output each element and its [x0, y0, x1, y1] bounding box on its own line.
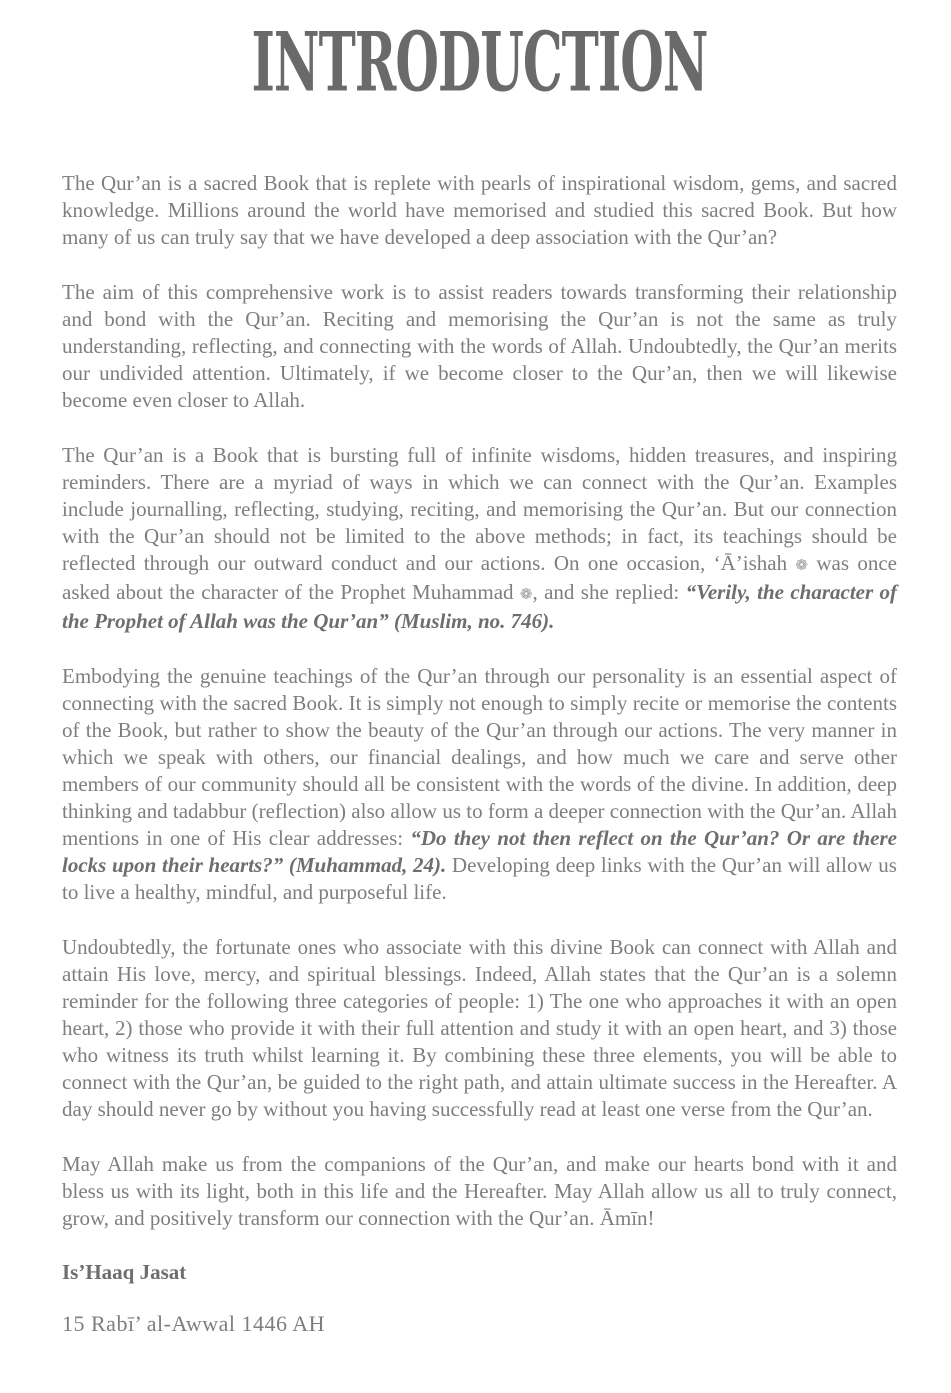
body-text: Developing deep links with the Qur’an will allow us to live a healthy, mindful, and purposeful life.	[62, 853, 897, 904]
paragraph	[62, 934, 897, 1123]
body-text: May Allah make us from the companions of the Qur’an, and make our hearts bond with it and bless us with its light, both in this life and the Hereafter. May Allah allow us all to truly connect, grow, and positively transform our connection with the Qur’an. Āmīn!	[62, 1152, 897, 1230]
body-text: was once asked about the character of the Prophet Muhammad	[62, 551, 897, 604]
body-text: The Qur’an is a sacred Book that is replete with pearls of inspirational wisdom, gems, and sacred knowledge. Millions around the world have memorised and studied this sacred Book. But how many of us can truly say that we have developed a deep association with the Qur’an?	[62, 171, 897, 249]
quote-text: “Do they not then reflect on the Qur’an? Or are there locks upon their hearts?” (Muhammad, 24).	[62, 826, 897, 877]
page-title	[62, 14, 897, 118]
honorific-sallallahu-alayhi-wasallam-icon: ❁	[519, 585, 533, 603]
page-title-text: INTRODUCTION	[251, 14, 708, 110]
body-text: , and she replied:	[532, 580, 686, 604]
paragraph	[62, 170, 897, 251]
paragraph	[62, 442, 897, 635]
body-text: The Qur’an is a Book that is bursting full of infinite wisdoms, hidden treasures, and inspiring reminders. There are a myriad of ways in which we can connect with the Qur’an. Examples include journalling, reflecting, studying, reciting, and memorising the Qur’an. But our connection with the Qur’an should not be limited to the above methods; in fact, its teachings should be reflected through our outward conduct and our actions. On one occasion, ‘Ā’ishah	[62, 443, 897, 575]
date-line: 15 Rabī’ al-Awwal 1446 AH	[62, 1311, 326, 1336]
body-text: The aim of this comprehensive work is to assist readers towards transforming their relationship and bond with the Qur’an. Reciting and memorising the Qur’an is not the same as truly understanding, reflecting, and connecting with the words of Allah. Undoubtedly, the Qur’an merits our undivided attention. Ultimately, if we become closer to the Qur’an, then we will likewise become even closer to Allah.	[62, 280, 897, 412]
body-text: Embodying the genuine teachings of the Qur’an through our personality is an essential aspect of connecting with the sacred Book. It is simply not enough to simply recite or memorise the contents of the Book, but rather to show the beauty of the Qur’an through our actions. The very manner in which we speak with others, our financial dealings, and how much we care and serve other members of our community should all be consistent with the words of the divine. In addition, deep thinking and tadabbur (reflection) also allow us to form a deeper connection with the Qur’an. Allah mentions in one of His clear addresses:	[62, 664, 897, 850]
quote-text: “Verily, the character of the Prophet of Allah was the Qur’an” (Muslim, no. 746).	[62, 580, 898, 633]
honorific-radiyallahu-anha-icon: ❁	[795, 556, 808, 574]
paragraph	[62, 663, 897, 906]
author-signature: Is’Haaq Jasat	[62, 1260, 187, 1284]
paragraph	[62, 1151, 897, 1232]
body-paragraphs	[62, 170, 897, 1232]
body-text: Undoubtedly, the fortunate ones who associate with this divine Book can connect with Allah and attain His love, mercy, and spiritual blessings. Indeed, Allah states that the Qur’an is a solemn reminder for the following three categories of people: 1) The one who approaches it with an open heart, 2) those who provide it with their full attention and study it with an open heart, and 3) those who witness its truth whilst learning it. By combining these three elements, you will be able to connect with the Qur’an, be guided to the right path, and attain ultimate success in the Hereafter. A day should never go by without you having successfully read at least one verse from the Qur’an.	[62, 935, 897, 1121]
paragraph	[62, 279, 897, 414]
